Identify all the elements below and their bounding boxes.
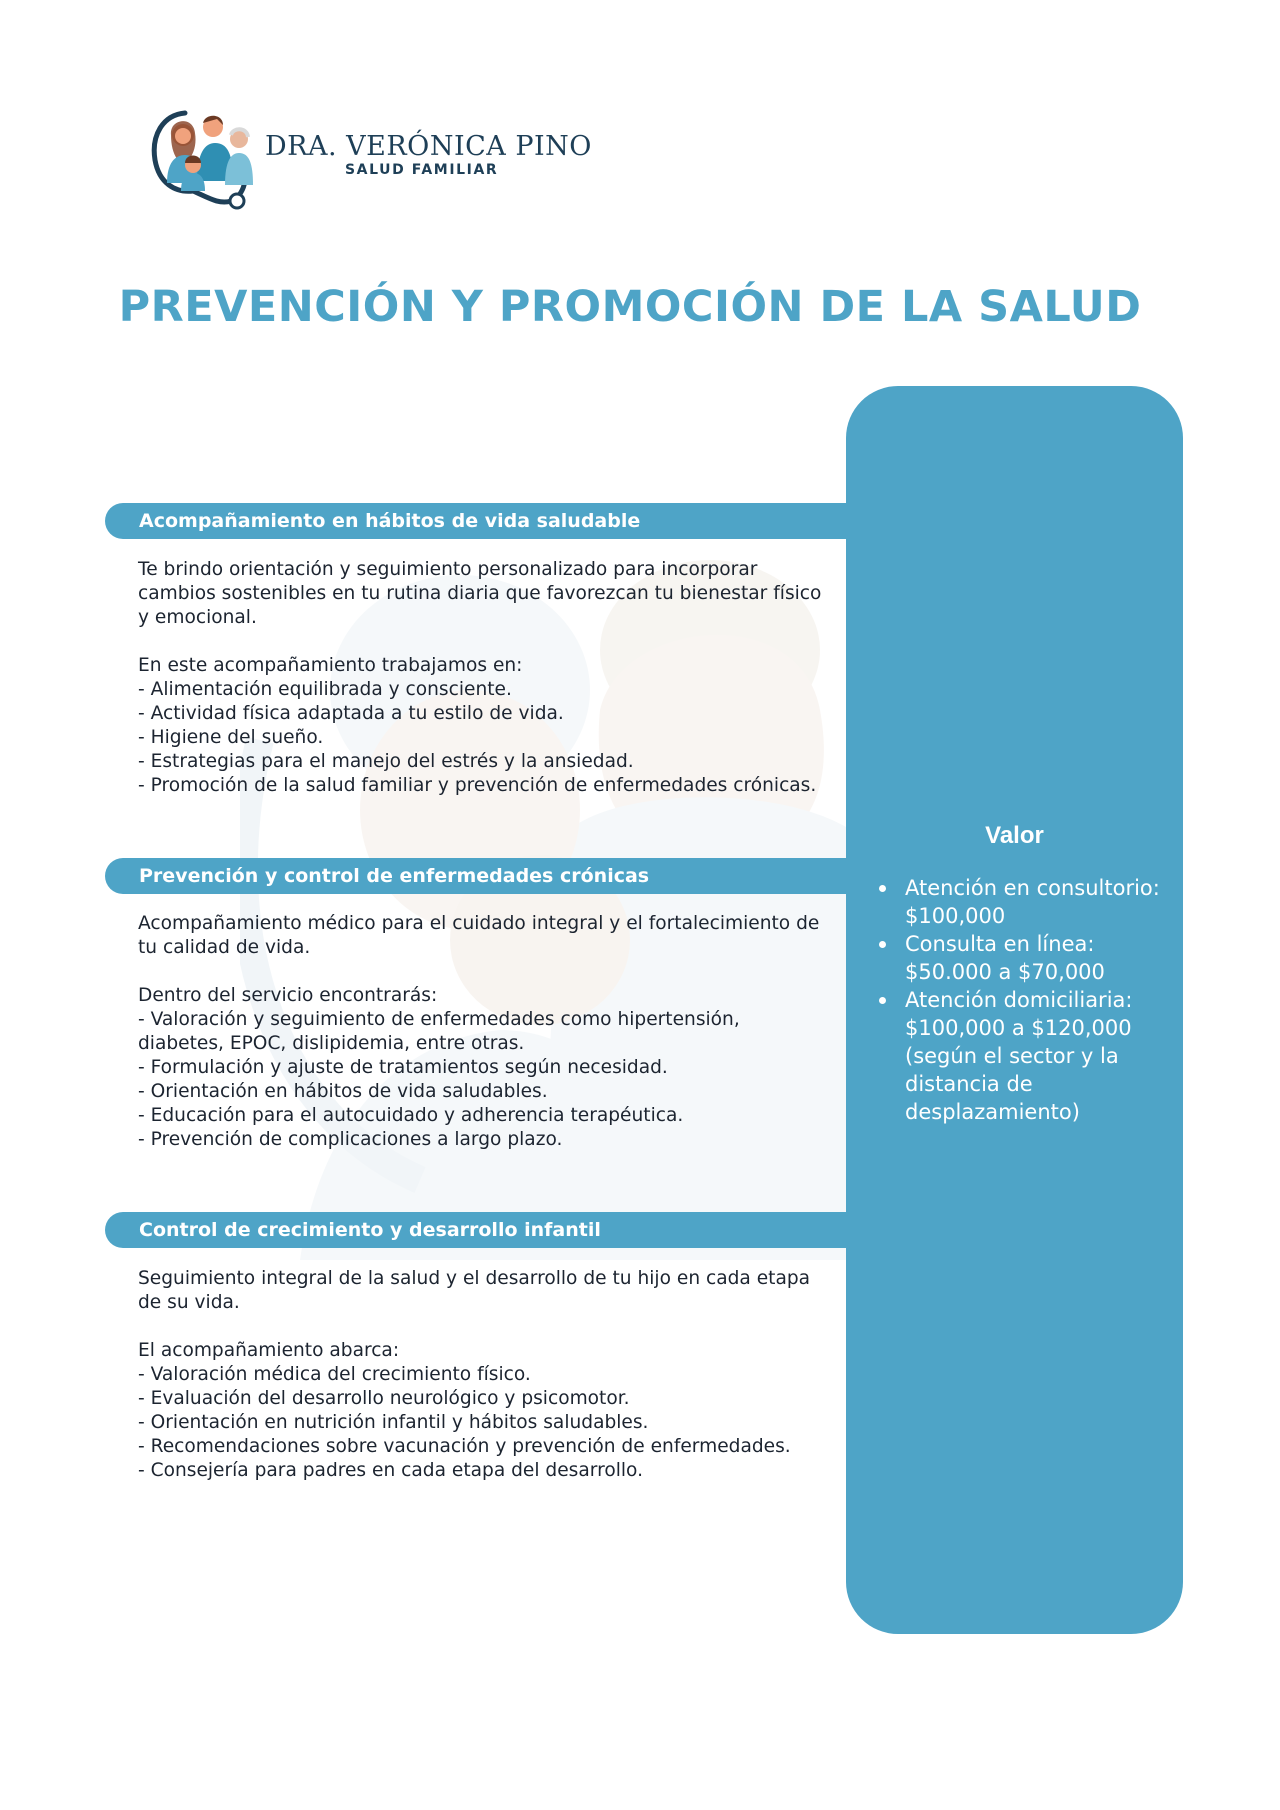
section-list: [138, 1363, 828, 1483]
list-item: - Valoración médica del crecimiento físico.: [138, 1364, 531, 1385]
section-body-healthy-habits: [138, 558, 828, 798]
list-item: - Valoración y seguimiento de enfermedades como hipertensión, diabetes, EPOC, dislipidemia, entre otras.: [138, 1009, 740, 1054]
brand-subtitle: SALUD FAMILIAR: [345, 162, 499, 178]
list-item: - Evaluación del desarrollo neurológico y psicomotor.: [138, 1388, 630, 1409]
section-list: [138, 678, 828, 798]
section-heading: Prevención y control de enfermedades crónicas: [139, 865, 650, 887]
section-list-intro: El acompañamiento abarca:: [138, 1340, 400, 1361]
section-body-child-growth: [138, 1267, 828, 1483]
section-header-chronic-diseases: [105, 858, 846, 894]
list-item: - Consejería para padres en cada etapa del desarrollo.: [138, 1460, 643, 1481]
list-item: - Educación para el autocuidado y adherencia terapéutica.: [138, 1105, 684, 1126]
list-item: - Orientación en nutrición infantil y hábitos saludables.: [138, 1412, 649, 1433]
list-item: - Recomendaciones sobre vacunación y prevención de enfermedades.: [138, 1436, 791, 1457]
list-item: - Formulación y ajuste de tratamientos según necesidad.: [138, 1057, 668, 1078]
section-header-child-growth: [105, 1212, 846, 1248]
list-item: - Orientación en hábitos de vida saludables.: [138, 1081, 548, 1102]
pricing-title: Valor: [985, 822, 1044, 849]
section-intro: Te brindo orientación y seguimiento personalizado para incorporar cambios sostenibles en tu rutina diaria que favorezcan tu bienestar físico y emocional.: [138, 559, 822, 628]
section-header-healthy-habits: [105, 503, 846, 539]
section-body-chronic-diseases: [138, 912, 828, 1152]
list-item: - Estrategias para el manejo del estrés y la ansiedad.: [138, 751, 634, 772]
list-item: - Alimentación equilibrada y consciente.: [138, 679, 512, 700]
brand-name: DRA. VERÓNICA PINO: [265, 131, 592, 162]
pricing-list: [877, 874, 1167, 1126]
section-heading: Control de crecimiento y desarrollo infantil: [139, 1219, 601, 1241]
price-item-online: Consulta en línea: $50.000 a $70,000: [877, 930, 1167, 986]
list-item: - Actividad física adaptada a tu estilo de vida.: [138, 703, 564, 724]
list-item: - Promoción de la salud familiar y prevención de enfermedades crónicas.: [138, 775, 817, 796]
section-list-intro: En este acompañamiento trabajamos en:: [138, 655, 523, 676]
section-intro: Acompañamiento médico para el cuidado integral y el fortalecimiento de tu calidad de vida.: [138, 913, 820, 958]
brand-block: [265, 132, 592, 178]
list-item: - Higiene del sueño.: [138, 727, 324, 748]
section-list: [138, 1008, 828, 1152]
family-stethoscope-logo-icon: [145, 105, 265, 210]
section-intro: Seguimiento integral de la salud y el desarrollo de tu hijo en cada etapa de su vida.: [138, 1268, 811, 1313]
price-item-office: Atención en consultorio: $100,000: [877, 874, 1167, 930]
page-title: PREVENCIÓN Y PROMOCIÓN DE LA SALUD: [118, 282, 1142, 332]
section-heading: Acompañamiento en hábitos de vida saludable: [139, 510, 641, 532]
price-item-home: Atención domiciliaria: $100,000 a $120,000 (según el sector y la distancia de desplazamiento): [877, 986, 1167, 1126]
section-list-intro: Dentro del servicio encontrarás:: [138, 985, 438, 1006]
list-item: - Prevención de complicaciones a largo plazo.: [138, 1129, 563, 1150]
